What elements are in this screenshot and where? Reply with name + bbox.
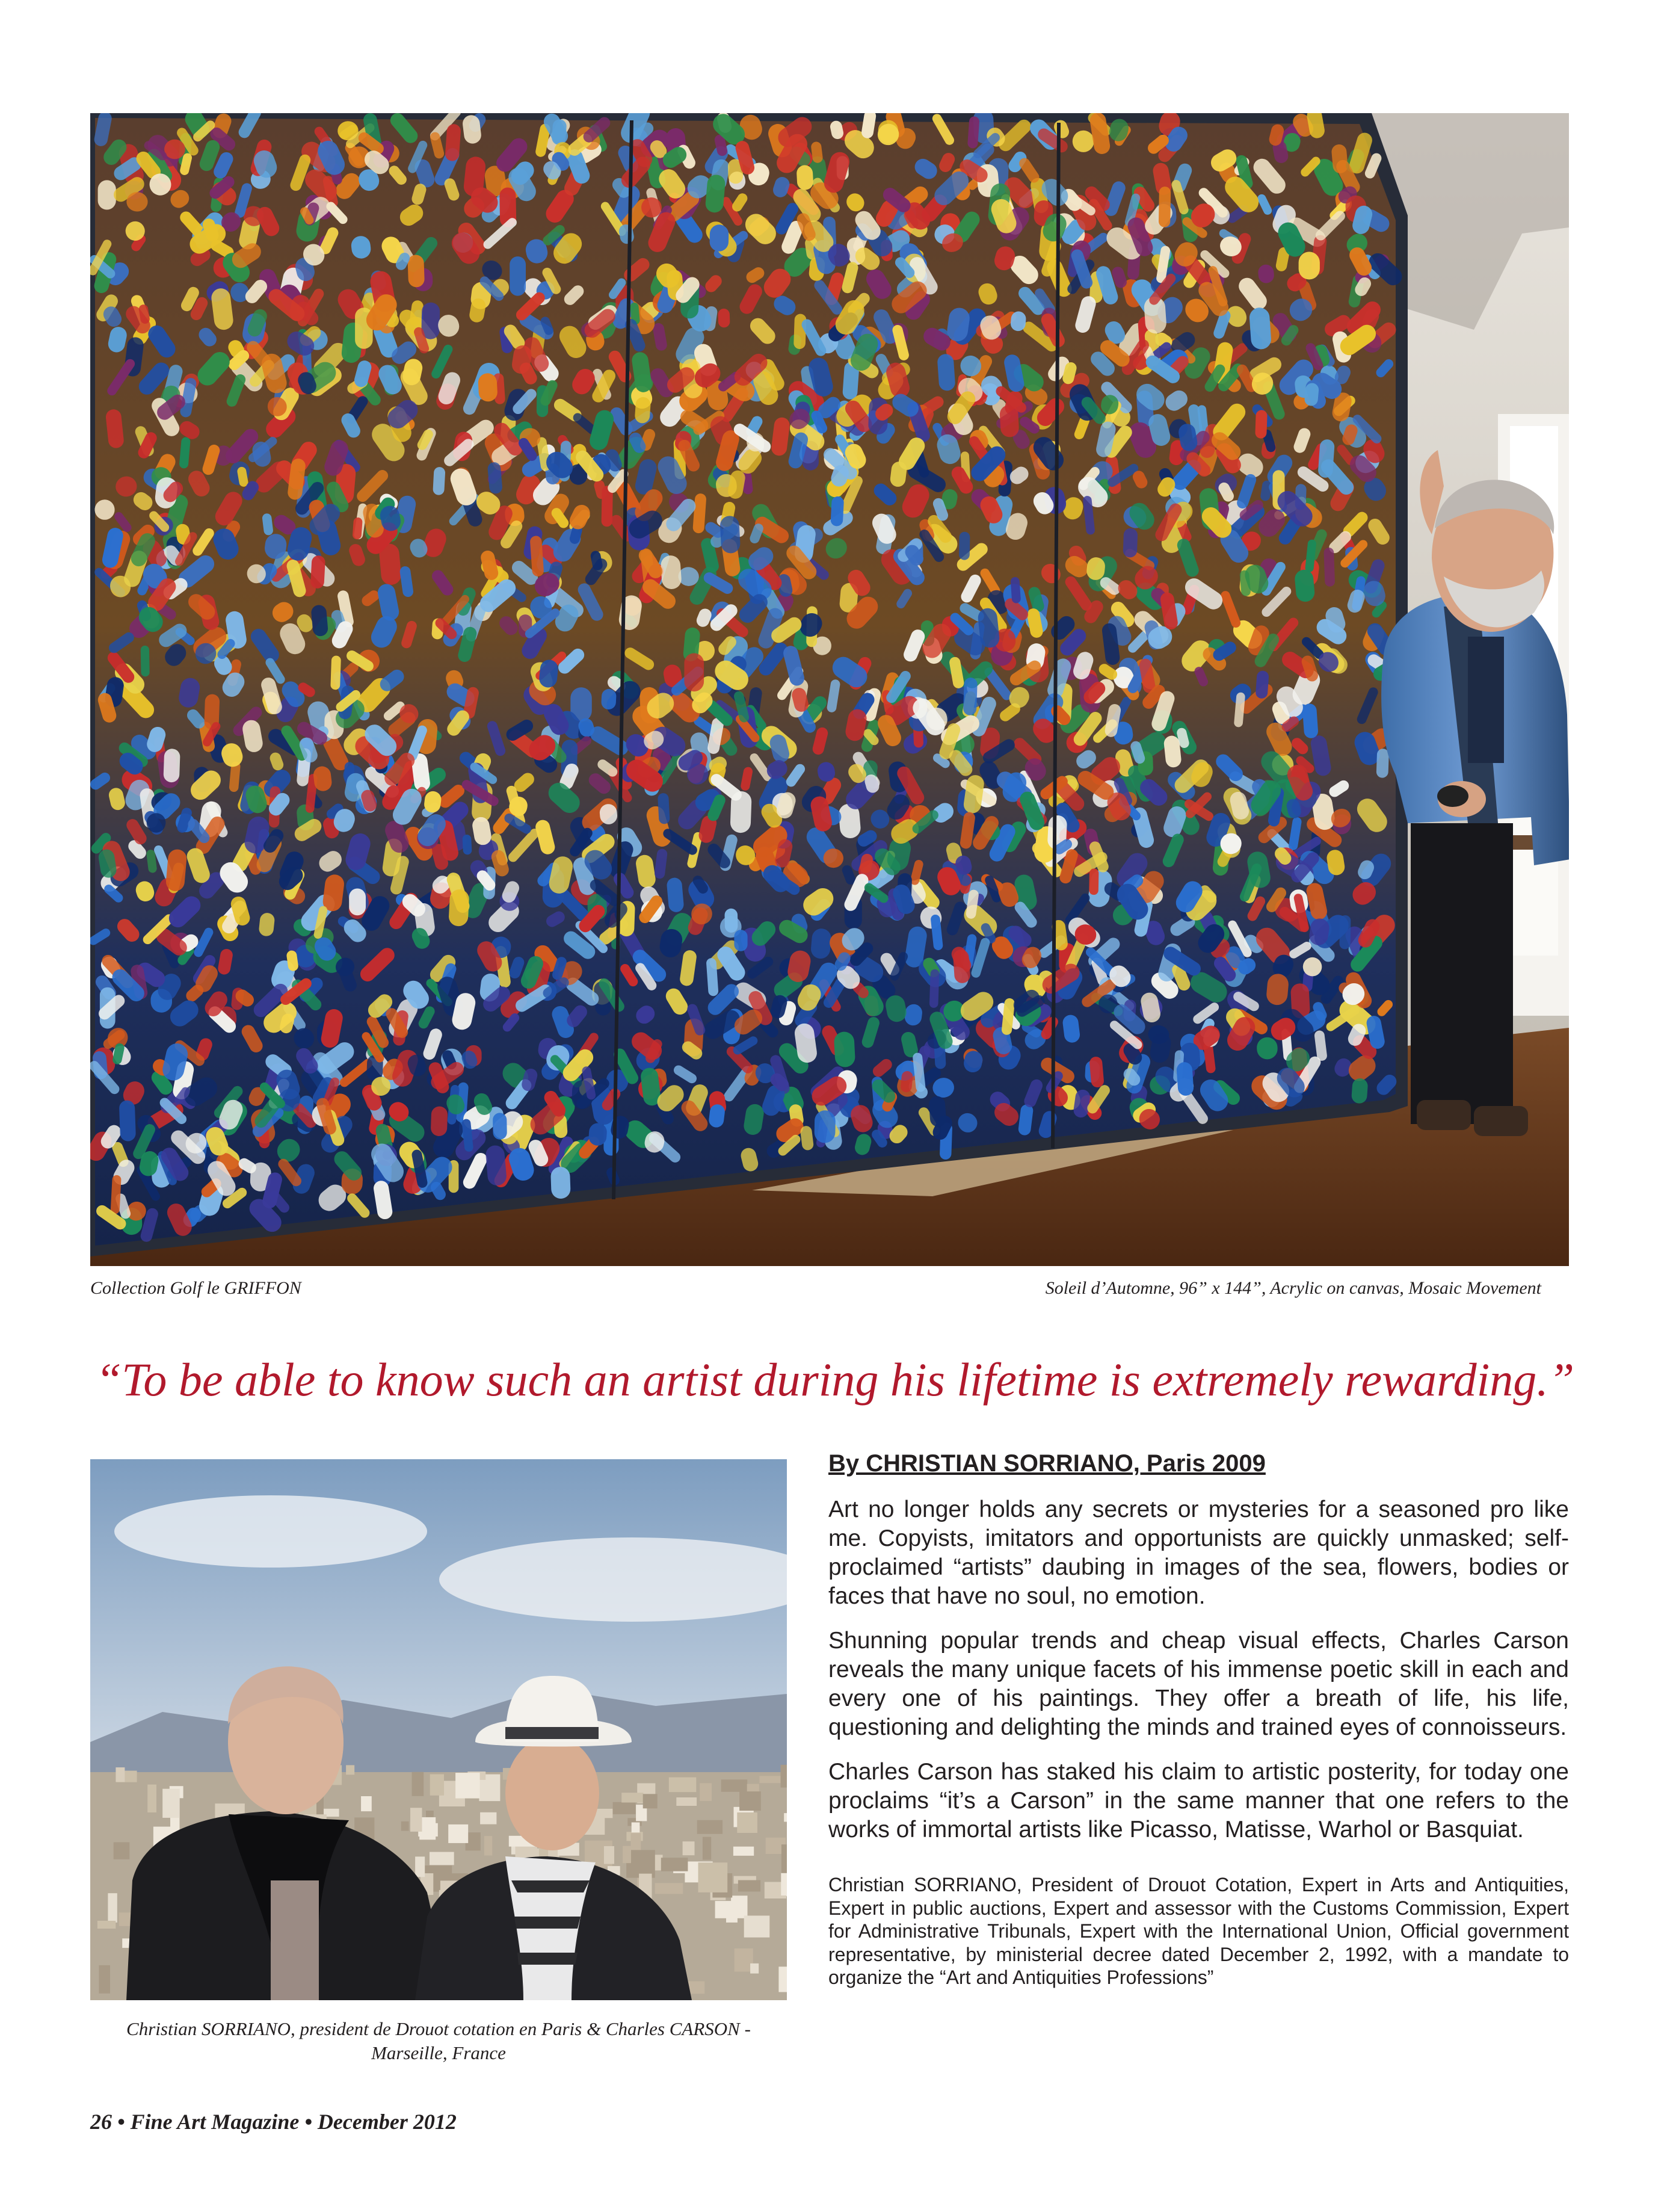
brushstroke	[552, 119, 567, 146]
brushstroke	[1323, 548, 1335, 587]
city-building	[744, 1916, 770, 1938]
brushstroke	[635, 397, 652, 424]
brushstroke	[963, 678, 978, 715]
city-building	[669, 1778, 697, 1793]
brushstroke	[1317, 439, 1335, 478]
brushstroke	[478, 373, 498, 403]
brushstroke	[349, 889, 366, 916]
city-building	[676, 1797, 697, 1806]
city-building	[613, 1802, 636, 1814]
brushstroke	[164, 140, 185, 159]
city-building	[116, 1767, 125, 1782]
brushstroke	[814, 1110, 836, 1143]
city-building	[99, 1965, 110, 1994]
brushstroke	[1089, 868, 1098, 895]
brushstroke	[1376, 749, 1389, 778]
portrait-caption: Christian SORRIANO, president de Drouot cotation en Paris & Charles CARSON - Marseille, France	[126, 2018, 751, 2063]
article-paragraph: Charles Carson has staked his claim to artistic posterity, for today one proclaims “it’s a Carson” in the same manner that one refers to the works of immortal artists like Picasso, Matisse, Warhol or Basquiat.	[828, 1759, 1569, 1843]
brushstroke	[830, 496, 844, 527]
city-building	[737, 1812, 757, 1833]
city-building	[455, 1773, 480, 1799]
article-paragraph: Art no longer holds any secrets or mysteries for a seasoned pro like me. Copyists, imitators and opportunists are quickly unmasked; self-proclaimed “artists” daubing in images of the sea, flowers, bodies or faces that have no soul, no emotion.	[828, 1497, 1569, 1609]
city-building	[700, 1783, 712, 1801]
brushstroke	[353, 517, 363, 540]
brushstroke	[1159, 187, 1171, 227]
city-building	[604, 1846, 614, 1864]
city-building	[655, 1883, 683, 1894]
brushstroke	[937, 353, 955, 391]
brushstroke	[493, 1113, 507, 1140]
city-building	[361, 1796, 372, 1811]
brushstroke	[834, 1031, 856, 1067]
brushstroke	[448, 889, 469, 927]
brushstroke	[433, 467, 445, 496]
portrait-photo	[90, 1459, 787, 2000]
city-building	[750, 1963, 759, 1974]
brushstroke	[445, 123, 461, 161]
page-footer: 26 • Fine Art Magazine • December 2012	[90, 2110, 457, 2134]
city-building	[484, 1836, 492, 1856]
city-building	[346, 1765, 354, 1775]
brushstroke	[330, 655, 341, 690]
hero-caption-collection: Collection Golf le GRIFFON	[90, 1278, 301, 1298]
city-building	[97, 1921, 116, 1929]
city-building	[147, 1785, 156, 1812]
city-building	[162, 1789, 180, 1818]
brushstroke	[1123, 528, 1138, 557]
brushstroke	[119, 1100, 136, 1142]
brushstroke	[601, 688, 617, 709]
brushstroke	[462, 835, 472, 855]
city-building	[412, 1772, 424, 1796]
city-building	[703, 1837, 711, 1860]
brushstroke	[793, 314, 807, 349]
brushstroke	[719, 516, 741, 554]
brushstroke	[1249, 307, 1272, 350]
brushstroke	[796, 165, 814, 190]
brushstroke	[660, 555, 682, 590]
city-building	[697, 1820, 723, 1834]
city-building	[661, 1858, 688, 1871]
city-building	[760, 1776, 783, 1783]
brushstroke	[141, 646, 150, 677]
brushstroke	[684, 653, 704, 692]
brushstroke	[928, 1096, 946, 1128]
hero-caption-artwork-details: Soleil d’Automne, 96” x 144”, Acrylic on canvas, Mosaic Movement	[1045, 1278, 1541, 1298]
article-column	[828, 1450, 1569, 1989]
brushstroke	[310, 555, 325, 589]
city-building	[621, 1793, 643, 1802]
city-building	[430, 1852, 454, 1865]
brushstroke	[718, 309, 730, 328]
author-bio: Christian SORRIANO, President of Drouot Cotation, Expert in Arts and Antiquities, Expert in public auctions, Expert and assessor with the Customs Commission, Expert for Administrative Tribunals, Expert with the International Union, Official government representative, by ministerial decree dated December 2, 1992, with a mandate to organize the “Art and Antiquities Professions”	[828, 1874, 1569, 1988]
city-building	[643, 1794, 658, 1808]
brushstroke	[709, 224, 729, 252]
city-building	[721, 1779, 748, 1791]
brushstroke	[1302, 703, 1318, 739]
brushstroke	[734, 930, 747, 951]
hero-photo	[90, 113, 1569, 1266]
city-building	[480, 1812, 496, 1824]
brushstroke	[163, 749, 180, 783]
city-building	[631, 1833, 641, 1850]
city-building	[114, 1843, 130, 1859]
city-building	[448, 1824, 468, 1843]
city-building	[781, 1846, 787, 1856]
city-building	[784, 1813, 787, 1821]
brushstroke	[952, 949, 970, 983]
city-building	[738, 1880, 760, 1892]
city-building	[739, 1791, 761, 1811]
city-building	[781, 1765, 787, 1788]
city-building	[415, 1856, 425, 1877]
brushstroke	[1256, 670, 1269, 699]
city-building	[733, 1847, 754, 1856]
brushstroke	[1255, 410, 1268, 439]
city-building	[426, 1811, 434, 1817]
brushstroke	[407, 255, 425, 288]
brushstroke	[98, 180, 116, 209]
hero-photo-graphic	[90, 113, 1569, 1266]
city-building	[401, 1821, 409, 1831]
brushstroke	[550, 1167, 571, 1199]
city-building	[430, 1775, 444, 1796]
city-building	[632, 1823, 640, 1833]
article-paragraph: Shunning popular trends and cheap visual effects, Charles Carson reveals the many unique facets of his immense poetic skill in each and every one of his paintings. They offer a breath of life, his life, questioning and delighting the minds and trained eyes of connoisseurs.	[828, 1628, 1569, 1740]
city-building	[108, 1893, 117, 1923]
city-building	[781, 1873, 787, 1895]
brushstroke	[959, 532, 970, 560]
brushstroke	[1010, 576, 1021, 604]
brushstroke	[431, 1106, 448, 1136]
portrait-photo-graphic	[90, 1459, 787, 2000]
city-building	[726, 1909, 738, 1923]
brushstroke	[1351, 1078, 1369, 1104]
brushstroke	[1299, 252, 1320, 279]
article-byline: By CHRISTIAN SORRIANO, Paris 2009	[828, 1450, 1266, 1477]
brushstroke	[1176, 1061, 1194, 1096]
city-building	[683, 1841, 695, 1855]
brushstroke	[929, 969, 940, 1008]
city-building	[410, 1808, 422, 1832]
pull-quote: “To be able to know such an artist during his lifetime is extremely rewarding.”	[95, 1353, 1575, 1406]
city-building	[698, 1862, 728, 1892]
city-building	[778, 1966, 787, 1992]
city-building	[623, 1846, 631, 1864]
brushstroke	[510, 256, 526, 296]
brushstroke	[658, 793, 670, 824]
